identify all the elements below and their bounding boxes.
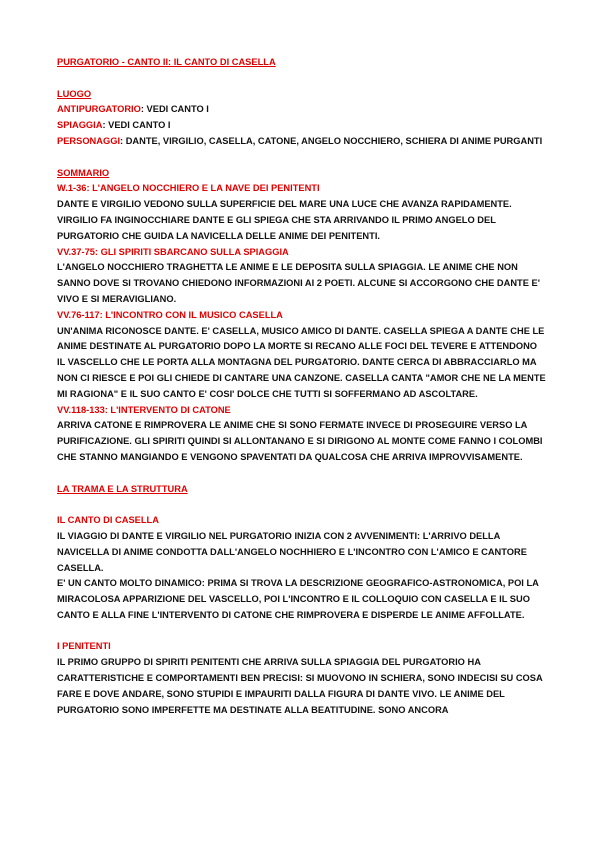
section-heading: VV.118-133: L'INTERVENTO DI CATONE	[57, 404, 231, 415]
spiaggia-label: SPIAGGIA	[57, 120, 103, 131]
personaggi-value: : DANTE, VIRGILIO, CASELLA, CATONE, ANGELO NOCCHIERO, SCHIERA DI ANIME PURGANTI	[120, 135, 543, 146]
sommario-heading: SOMMARIO	[57, 167, 110, 178]
spiaggia-line	[57, 118, 547, 134]
canto-casella-text-2: E' UN CANTO MOLTO DINAMICO: PRIMA SI TROVA LA DESCRIZIONE GEOGRAFICO-ASTRONOMICA, POI LA MIRACOLOSA APPARIZIONE DEL VASCELLO, POI L'INCONTRO E IL COLLOQUIO CON CASELLA E IL SUO CANTO E ALLA FINE L'INTERVENTO DI CATONE CHE RIMPROVERA E DISPERDE LE ANIME AFFOLLATE.	[57, 578, 539, 620]
personaggi-label: PERSONAGGI	[57, 135, 121, 146]
spiaggia-value: : VEDI CANTO I	[102, 120, 171, 131]
antipurgatorio-label: ANTIPURGATORIO	[57, 104, 141, 115]
section-heading: VV.76-117: L'INCONTRO CON IL MUSICO CASELLA	[57, 309, 283, 320]
penitenti-text: IL PRIMO GRUPPO DI SPIRITI PENITENTI CHE ARRIVA SULLA SPIAGGIA DEL PURGATORIO HA CARATTERISTICHE E COMPORTAMENTI BEN PRECISI: SI MUOVONO IN SCHIERA, SONO INDECISI SU COSA FARE E DOVE ANDARE, SONO STUPIDI E IMPAURITI DALLA FIGURA DI DANTE VIVO. LE ANIME DEL PURGATORIO SONO IMPERFETTE MA DESTINATE ALLA BEATITUDINE. SONO ANCORA	[57, 657, 543, 715]
section-heading: VV.37-75: GLI SPIRITI SBARCANO SULLA SPIAGGIA	[57, 246, 289, 257]
document-page	[57, 55, 547, 718]
section-text: DANTE E VIRGILIO VEDONO SULLA SUPERFICIE DEL MARE UNA LUCE CHE AVANZA RAPIDAMENTE. VIRGILIO FA INGINOCCHIARE DANTE E GLI SPIEGA CHE STA ARRIVANDO IL PRIMO ANGELO DEL PURGATORIO CHE GUIDA LA NAVICELLA DELLE ANIME DEI PENITENTI.	[57, 199, 512, 241]
section-text: L'ANGELO NOCCHIERO TRAGHETTA LE ANIME E LE DEPOSITA SULLA SPIAGGIA. LE ANIME CHE NON SANNO DOVE SI TROVANO CHIEDONO INFORMAZIONI AI 2 POETI. ALCUNE SI ACCORGONO CHE DANTE E' VIVO E SI MERAVIGLIANO.	[57, 262, 540, 304]
luogo-heading: LUOGO	[57, 88, 92, 99]
antipurgatorio-value: : VEDI CANTO I	[140, 104, 209, 115]
canto-casella-heading: IL CANTO DI CASELLA	[57, 515, 159, 526]
section-heading: W.1-36: L'ANGELO NOCCHIERO E LA NAVE DEI PENITENTI	[57, 183, 320, 194]
antipurgatorio-line	[57, 102, 547, 118]
penitenti-heading: I PENITENTI	[57, 641, 111, 652]
document-title: PURGATORIO - CANTO II: IL CANTO DI CASELLA	[57, 57, 276, 67]
section-text: UN'ANIMA RICONOSCE DANTE. E' CASELLA, MUSICO AMICO DI DANTE. CASELLA SPIEGA A DANTE CHE LE ANIME DESTINATE AL PURGATORIO DOPO LA MORTE SI RECANO ALLE FOCI DEL TEVERE E ATTENDONO IL VASCELLO CHE LE PORTA ALLA MONTAGNA DEL PURGATORIO. DANTE CERCA DI ABBRACCIARLO MA NON CI RIESCE E POI GLI CHIEDE DI CANTARE UNA CANZONE. CASELLA CANTA "AMOR CHE NE LA MENTE MI RAGIONA" E IL SUO CANTO E' COSI' DOLCE CHE TUTTI SI SOFFERMANO AD ASCOLTARE.	[57, 325, 546, 399]
section-text: ARRIVA CATONE E RIMPROVERA LE ANIME CHE SI SONO FERMATE INVECE DI PROSEGUIRE VERSO LA PURIFICAZIONE. GLI SPIRITI QUINDI SI ALLONTANANO E SI DIRIGONO AL MONTE COME FANNO I COLOMBI CHE STANNO MANGIANDO E VENGONO SPAVENTATI DA QUALCOSA CHE ARRIVA IMPROVVISAMENTE.	[57, 420, 543, 462]
trama-heading: LA TRAMA E LA STRUTTURA	[57, 483, 188, 494]
canto-casella-text: IL VIAGGIO DI DANTE E VIRGILIO NEL PURGATORIO INIZIA CON 2 AVVENIMENTI: L'ARRIVO DELLA NAVICELLA DI ANIME CONDOTTA DALL'ANGELO NOCHHIERO E L'INCONTRO CON L'AMICO E CANTORE CASELLA.	[57, 530, 527, 573]
personaggi-line	[57, 134, 547, 150]
